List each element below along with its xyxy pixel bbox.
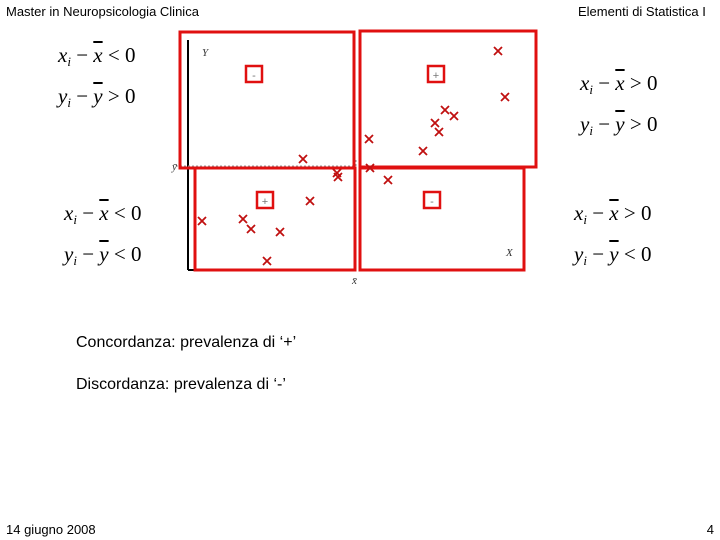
y-operator: >: [107, 84, 120, 108]
inequality-top-left: $x_i - \overline{x} < 0$ $y_i - \overline{y} > 0$: [58, 43, 136, 110]
data-point-marker: [247, 225, 255, 233]
sign-minus: -: [252, 70, 256, 82]
quadrant-top-right: [360, 31, 536, 167]
inequality-bottom-right: $x_i - \overline{x} > 0$ $y_i - \overline{y} < 0$: [574, 201, 652, 268]
inequality-top-right: $x_i - \overline{x} > 0$ $y_i - \overline{y} > 0$: [580, 71, 658, 138]
y-operator: >: [629, 112, 642, 136]
data-point-marker: [441, 106, 449, 114]
sign-plus: +: [261, 196, 269, 208]
sign-box-bottom-right: [424, 192, 440, 208]
quadrant-bottom-left: [195, 168, 355, 270]
sign-minus: -: [430, 196, 434, 208]
y-operator: <: [113, 242, 126, 266]
data-point-marker: [501, 93, 509, 101]
data-point-marker: [306, 197, 314, 205]
sign-box-top-left: [246, 66, 262, 82]
caption-concordance: Concordanza: prevalenza di ‘+’: [76, 334, 297, 351]
data-point-marker: [419, 147, 427, 155]
sign-box-top-right: [428, 66, 444, 82]
x-operator: <: [107, 43, 120, 67]
x-mean-label: x̄: [352, 275, 357, 287]
data-point-marker: [431, 119, 439, 127]
caption-discordance: Discordanza: prevalenza di ‘-’: [76, 376, 286, 393]
data-point-marker: [263, 257, 271, 265]
x-operator: <: [113, 201, 126, 225]
data-point-marker: [384, 176, 392, 184]
inequality-bottom-left: $x_i - \overline{x} < 0$ $y_i - \overline{y} < 0$: [64, 201, 142, 268]
data-point-marker: [299, 155, 307, 163]
x-operator: >: [623, 201, 636, 225]
header-subject-title: Elementi di Statistica I: [578, 4, 706, 19]
page-number: 4: [706, 522, 714, 537]
data-point-marker: [198, 217, 206, 225]
sign-box-bottom-left: [257, 192, 273, 208]
y-mean-label: ȳ: [172, 161, 177, 173]
data-point-marker: [494, 47, 502, 55]
data-point-marker: [365, 135, 373, 143]
y-operator: <: [623, 242, 636, 266]
x-axis-label: X: [506, 247, 513, 259]
sign-plus: +: [432, 70, 440, 82]
footer-date: 14 giugno 2008: [6, 522, 96, 537]
data-point-marker: [276, 228, 284, 236]
data-point-marker: [450, 112, 458, 120]
y-axis-label: Y: [202, 47, 209, 59]
data-point-marker: [239, 215, 247, 223]
data-point-marker: [435, 128, 443, 136]
header-course-title: Master in Neuropsicologia Clinica: [6, 4, 199, 19]
x-operator: >: [629, 71, 642, 95]
